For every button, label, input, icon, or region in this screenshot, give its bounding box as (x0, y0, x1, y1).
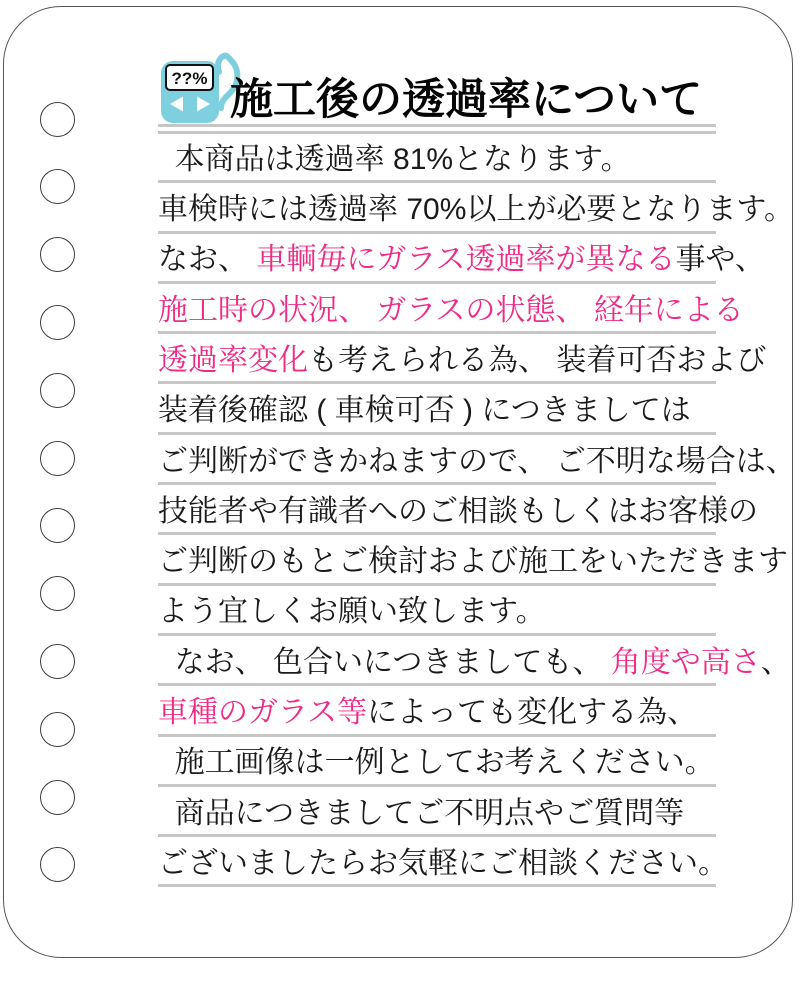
text-line (158, 183, 794, 233)
binder-hole (40, 102, 75, 137)
text-line (158, 133, 716, 183)
text-segment: 角度や高さ (610, 645, 761, 679)
binder-hole (40, 373, 75, 408)
binder-hole (40, 441, 75, 476)
binder-hole (40, 169, 75, 204)
text-segment: 車輌毎にガラス透過率が異なる (256, 243, 676, 277)
binder-hole (40, 712, 75, 747)
text-line (158, 586, 716, 636)
binder-hole (40, 576, 75, 611)
binder-hole (40, 305, 75, 340)
text-segment: 施工画像は一例としてお考えください。 (158, 746, 715, 780)
text-segment: なお、 色合いにつきましても、 (158, 645, 611, 679)
text-segment: 技能者や有識者へのご相談もしくはお客様の (158, 494, 758, 528)
text-line (158, 636, 791, 686)
text-line (158, 234, 765, 284)
text-line (158, 535, 788, 585)
binder-holes (0, 0, 120, 982)
text-line (158, 737, 716, 787)
text-segment: 車種のガラス等 (158, 696, 368, 730)
text-segment: よう宜しくお願い致します。 (158, 595, 546, 629)
rule-bar-top (158, 124, 716, 127)
text-line (158, 787, 716, 837)
text-segment: ご判断ができかねますので、 ご不明な場合は、 (158, 444, 796, 478)
binder-hole (40, 508, 75, 543)
text-segment: ご判断のもとご検討および施工をいただきます (158, 545, 788, 579)
text-segment: 車検時には透過率 70%以上が必要となります。 (158, 193, 794, 227)
text-segment: 施工時の状況、 ガラスの状態、 経年による (158, 293, 744, 327)
text-segment: 事や、 (675, 243, 765, 277)
text-segment: 商品につきましてご不明点やご質問等 (158, 796, 685, 830)
text-line (158, 485, 758, 535)
binder-hole (40, 780, 75, 815)
text-line (158, 384, 716, 434)
meter-screen-text: ??% (171, 69, 208, 88)
text-segment: 、 (760, 645, 791, 679)
content-lines (158, 133, 796, 887)
binder-hole (40, 644, 75, 679)
text-segment: 本商品は透過率 81%となります。 (158, 142, 631, 176)
text-segment: 装着後確認 ( 車検可否 ) につきましては (158, 394, 691, 428)
text-line (158, 284, 744, 334)
text-segment: によっても変化する為、 (367, 696, 698, 730)
text-segment: なお、 (158, 243, 257, 277)
text-line (158, 837, 728, 887)
text-line (158, 686, 716, 736)
text-line (158, 435, 796, 485)
text-line (158, 334, 767, 384)
text-segment: も考えられる為、 装着可否および (308, 343, 767, 377)
page-title: 施工後の透過率について (230, 76, 703, 124)
binder-hole (40, 847, 75, 882)
text-segment: ございましたらお気軽にご相談ください。 (158, 846, 728, 880)
text-segment: 透過率変化 (158, 343, 308, 377)
binder-hole (40, 237, 75, 272)
